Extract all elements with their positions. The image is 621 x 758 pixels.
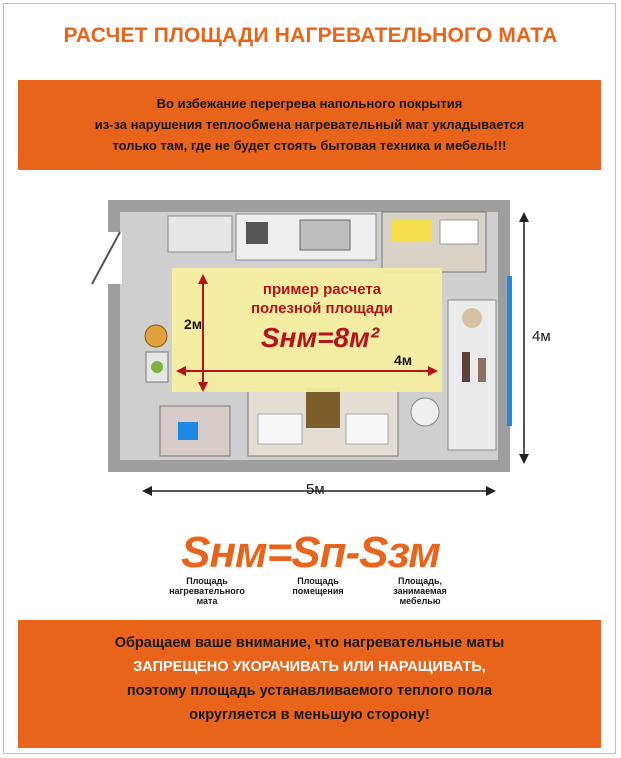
shelf-item — [462, 352, 470, 382]
arrowhead — [486, 486, 496, 496]
round-table — [145, 325, 167, 347]
cabinet — [168, 216, 232, 252]
bed-pillow — [440, 220, 478, 244]
arrowhead — [519, 454, 529, 464]
arrowhead — [142, 486, 152, 496]
width-label: 5м — [306, 481, 325, 498]
door-opening — [106, 232, 122, 284]
area-formula: Sнм=Sп-Sзм — [181, 528, 440, 577]
example-line: полезной площади — [250, 300, 394, 317]
cushion — [178, 422, 198, 440]
bed-pillow — [392, 220, 432, 242]
toy — [462, 308, 482, 328]
example-line: пример расчета — [262, 281, 382, 298]
example-formula: Sнм=8м² — [260, 322, 380, 353]
sofa-pillow — [346, 414, 388, 444]
warning-line: Во избежание перегрева напольного покрытия — [156, 96, 463, 111]
stove — [246, 222, 268, 244]
caption-furniture-area: Площадь, занимаемая мебелью — [393, 576, 447, 606]
warning-line: из-за нарушения теплообмена нагревательный мат укладывается — [94, 117, 525, 132]
notice-line: округляется в меньшую сторону! — [189, 707, 430, 723]
sink — [300, 220, 350, 250]
notice-banner — [18, 620, 601, 748]
notice-line-highlight: ЗАПРЕЩЕНО УКОРАЧИВАТЬ ИЛИ НАРАЩИВАТЬ, — [133, 659, 486, 675]
example-caption — [222, 280, 422, 318]
example-dim-horizontal: 4м — [394, 352, 413, 368]
notice-line: поэтому площадь устанавливаемого теплого пола — [126, 683, 493, 699]
notice-line: Обращаем ваше внимание, что нагревательные маты — [114, 635, 505, 651]
page-title: РАСЧЕТ ПЛОЩАДИ НАГРЕВАТЕЛЬНОГО МАТА — [63, 24, 558, 47]
caption-room-area: Площадь помещения — [292, 576, 344, 596]
shelf-item — [478, 358, 486, 382]
example-dim-vertical: 2м — [184, 316, 203, 332]
lamp — [411, 398, 439, 426]
sofa-pillow — [258, 414, 302, 444]
warning-line: только там, где не будет стоять бытовая техника и мебель!!! — [112, 138, 507, 153]
window — [507, 276, 512, 426]
arrowhead — [519, 212, 529, 222]
rug — [306, 388, 340, 428]
caption-mat-area: Площадь нагревательного мата — [169, 576, 245, 606]
plant — [151, 361, 163, 373]
height-label: 4м — [532, 328, 551, 345]
